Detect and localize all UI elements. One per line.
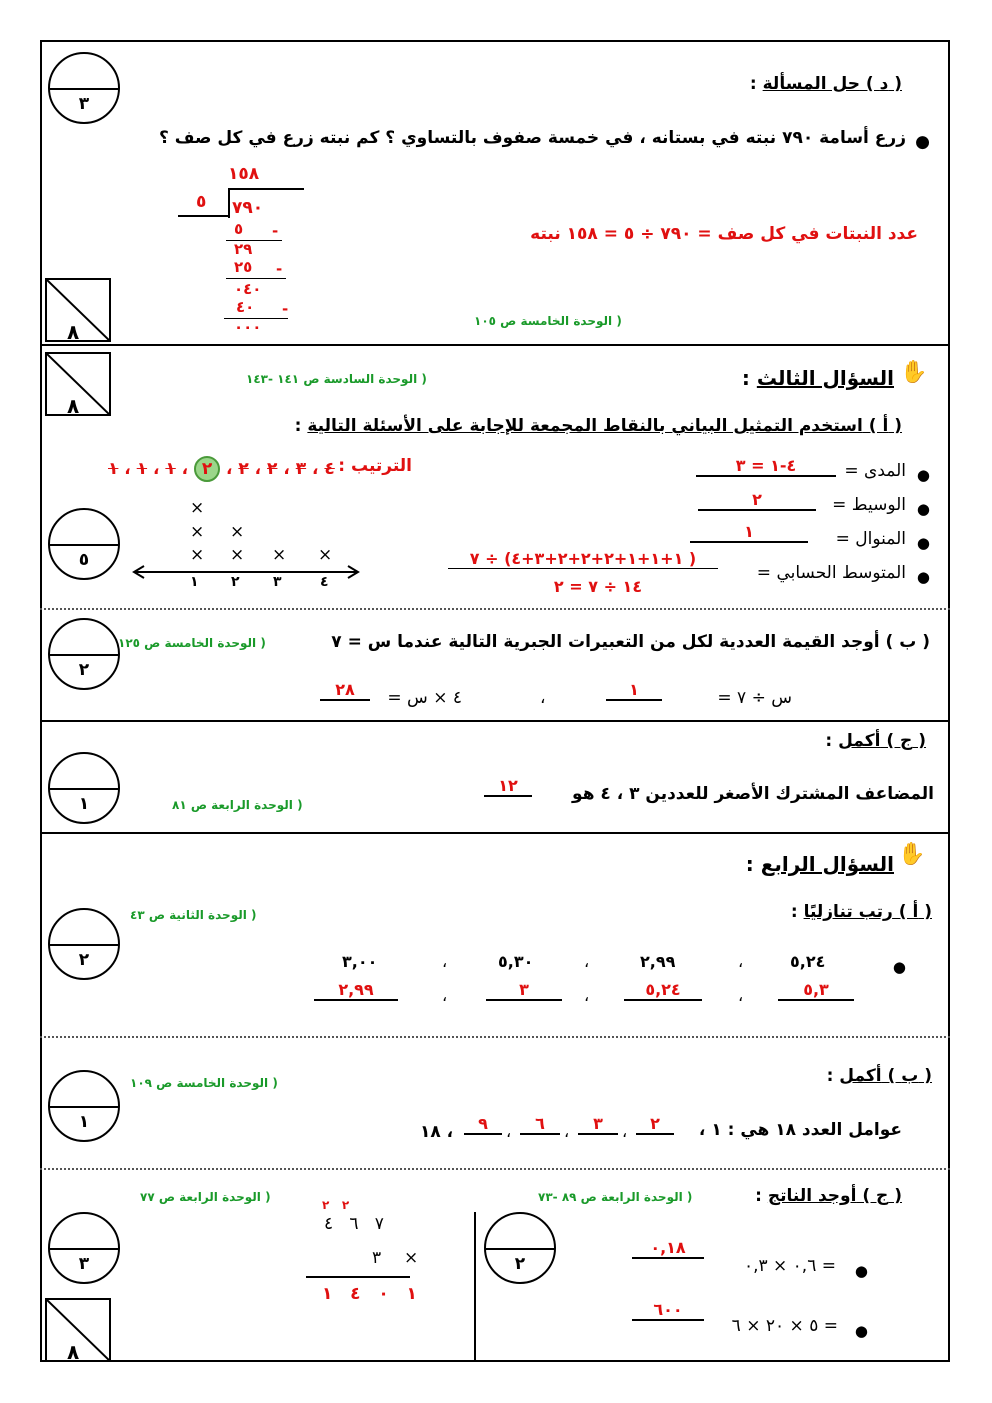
minus: - [276, 260, 283, 278]
dot-mark: × [190, 498, 205, 518]
score-circle: ١ [48, 752, 120, 824]
separator-comma: ، [442, 952, 448, 971]
product-expression-1: = ٠,٦ × ٠,٣ [743, 1256, 836, 1276]
total-score-box: ٨ [45, 1298, 111, 1362]
separator-comma: ، [506, 1122, 512, 1141]
step: ٢٥ [234, 258, 253, 276]
separator [40, 344, 950, 346]
result-line [306, 1276, 410, 1278]
bullet: ● [915, 132, 930, 152]
separator [40, 1036, 950, 1038]
axis-label: ٢ [231, 574, 240, 590]
bullet: ● [892, 958, 906, 976]
multiplier: ٣ [372, 1248, 382, 1268]
sorted-answer: ٥,٢٤ [624, 980, 702, 1001]
axis-label: ١ [190, 574, 199, 590]
part-c-heading: ( ج ) أوجد الناتج : [755, 1186, 902, 1206]
range-label: المدى = [844, 461, 906, 481]
part-c-heading: ( ج ) أكمل : [825, 731, 926, 751]
factors-end: ، ١٨ [420, 1122, 454, 1142]
multiplication-result: ١ ٠ ٤ ١ [322, 1284, 417, 1304]
product-expression-2: = ٥ × ٢٠ × ٦ [731, 1316, 838, 1336]
separator [40, 832, 950, 834]
separator-comma: ، [622, 1122, 628, 1141]
score-circle: ٢ [48, 618, 120, 690]
total-score-box: ٨ [45, 278, 111, 342]
factor-answer: ٣ [578, 1114, 618, 1135]
sorted-answer: ٣ [486, 980, 562, 1001]
separator [40, 1168, 950, 1170]
multiplicand: ٧ ٦ ٤ [324, 1214, 384, 1234]
dot-mark: × [190, 522, 205, 542]
dot-mark: × [230, 545, 245, 565]
separator-comma: ، [738, 952, 744, 971]
mode-label: المنوال = [835, 529, 906, 549]
score-circle: ١ [48, 1070, 120, 1142]
mode-answer: ١ [690, 522, 808, 543]
expression-2-answer: ٢٨ [320, 680, 370, 701]
range-answer: ٤-١ = ٣ [696, 456, 836, 477]
section-heading: ( د ) حل المسألة : [749, 74, 902, 94]
reference: ( الوحدة الثانية ص ٤٣ [130, 908, 257, 922]
separator-comma: ، [584, 986, 590, 1005]
median-highlight: ٢ [194, 456, 220, 482]
separator-comma: ، [540, 688, 546, 708]
question-title: السؤال الثالث : [741, 366, 894, 390]
median-label: الوسيط = [832, 495, 906, 515]
vertical-divider [474, 1212, 476, 1360]
part-b-heading: ( ب ) أوجد القيمة العددية لكل من التعبيرات الجبرية التالية عندما س = ٧ [331, 632, 930, 652]
times-sign: × [404, 1248, 419, 1268]
bullet: ● [916, 568, 930, 586]
division-bracket [228, 188, 230, 218]
dot-mark: × [318, 545, 333, 565]
given-number: ٥,٢٤ [790, 952, 826, 971]
score-circle: ٢ [484, 1212, 556, 1284]
mean-label: المتوسط الحسابي = [756, 563, 906, 583]
score-circle: ٥ [48, 508, 120, 580]
total-score-box: ٨ [45, 352, 111, 416]
step: ٤٠ [236, 298, 255, 316]
separator-comma: ، [564, 1122, 570, 1141]
part-a-heading: ( أ ) استخدم التمثيل البياني بالنقاط المجمعة للإجابة على الأسئلة التالية : [294, 416, 902, 436]
lcm-statement: المضاعف المشترك الأصغر للعددين ٣ ، ٤ هو [572, 784, 934, 804]
sorted-answer: ٥,٣ [778, 980, 854, 1001]
factor-answer: ٦ [520, 1114, 560, 1135]
divisor-line [178, 215, 230, 217]
division-bar [228, 188, 304, 190]
axis-label: ٣ [273, 574, 282, 590]
hand-icon: ✋ [900, 360, 928, 385]
factors-statement: عوامل العدد ١٨ هي : ١ ، [698, 1120, 902, 1140]
bullet: ● [916, 466, 930, 484]
separator-comma: ، [442, 986, 448, 1005]
factor-answer: ٢ [636, 1114, 674, 1135]
step: ٠٤٠ [234, 280, 262, 298]
bullet: ● [916, 534, 930, 552]
hand-icon: ✋ [898, 842, 926, 867]
reference: ( الوحدة الرابعة ص ٨٩ -٧٣ [538, 1190, 693, 1204]
reference: ( الوحدة السادسة ص ١٤١ -١٤٣ [246, 372, 427, 386]
step-line [226, 278, 286, 279]
lcm-answer: ١٢ [484, 776, 532, 797]
dot-mark: × [230, 522, 245, 542]
reference: ( الوحدة الخامسة ص ١٠٩ [130, 1076, 278, 1090]
expression-1: س ÷ ٧ = [717, 688, 792, 708]
separator [40, 608, 950, 610]
reference: ( الوحدة الرابعة ص ٨١ [172, 798, 303, 812]
expression-2: ٤ × س = [387, 688, 462, 708]
step: ٢٩ [234, 240, 253, 258]
minus: - [272, 222, 279, 240]
reference: ( الوحدة الرابعة ص ٧٧ [140, 1190, 271, 1204]
step: ٥ [234, 220, 244, 238]
carry-digits: ٢ ٢ [322, 1198, 350, 1212]
score-circle: ٢ [48, 908, 120, 980]
bullet: ● [854, 1262, 868, 1280]
score-circle: ٣ [48, 52, 120, 124]
mean-answer: ١٤ ÷ ٧ = ٢ [553, 577, 643, 596]
reference: ( الوحدة الخامسة ص ١٢٥ [118, 636, 266, 650]
quotient: ١٥٨ [228, 164, 260, 184]
bullet: ● [916, 500, 930, 518]
answer-text: عدد النبتات في كل صف = ٧٩٠ ÷ ٥ = ١٥٨ نبته [530, 224, 918, 244]
median-answer: ٢ [698, 490, 816, 511]
divisor: ٥ [196, 192, 207, 212]
product-answer-2: ٦٠٠ [632, 1300, 704, 1321]
factor-answer: ٩ [464, 1114, 502, 1135]
separator [40, 720, 950, 722]
score-circle: ٣ [48, 1212, 120, 1284]
order-list: ٤ ، ٣ ، ٢ ، ٢ ، ٢ ، ١ ، ١ ، ١ [108, 456, 335, 482]
given-number: ٣,٠٠ [342, 952, 378, 971]
dot-mark: × [190, 545, 205, 565]
question-text: زرع أسامة ٧٩٠ نبته في بستانه ، في خمسة صفوف بالتساوي ؟ كم نبته زرع في كل صف ؟ [158, 128, 906, 148]
separator-comma: ، [738, 986, 744, 1005]
given-number: ٥,٣٠ [498, 952, 534, 971]
dividend: ٧٩٠ [232, 198, 264, 218]
mean-work: ( ١+١+١+٢+٢+٢+٣+٤) ÷ ٧ [448, 549, 718, 569]
separator-comma: ، [584, 952, 590, 971]
question-title: السؤال الرابع : [745, 852, 894, 876]
minus: - [282, 300, 289, 318]
expression-1-answer: ١ [606, 680, 662, 701]
dot-mark: × [272, 545, 287, 565]
step: ٠٠٠ [234, 318, 262, 336]
bullet: ● [854, 1322, 868, 1340]
part-a-heading: ( أ ) رتب تنازليًا : [790, 902, 932, 922]
sorted-answer: ٢,٩٩ [314, 980, 398, 1001]
order-label: الترتيب : [338, 456, 412, 476]
product-answer-1: ٠,١٨ [632, 1238, 704, 1259]
axis-label: ٤ [320, 574, 329, 590]
given-number: ٢,٩٩ [640, 952, 676, 971]
part-b-heading: ( ب ) أكمل : [826, 1066, 932, 1086]
reference: ( الوحدة الخامسة ص ١٠٥ [474, 314, 622, 328]
